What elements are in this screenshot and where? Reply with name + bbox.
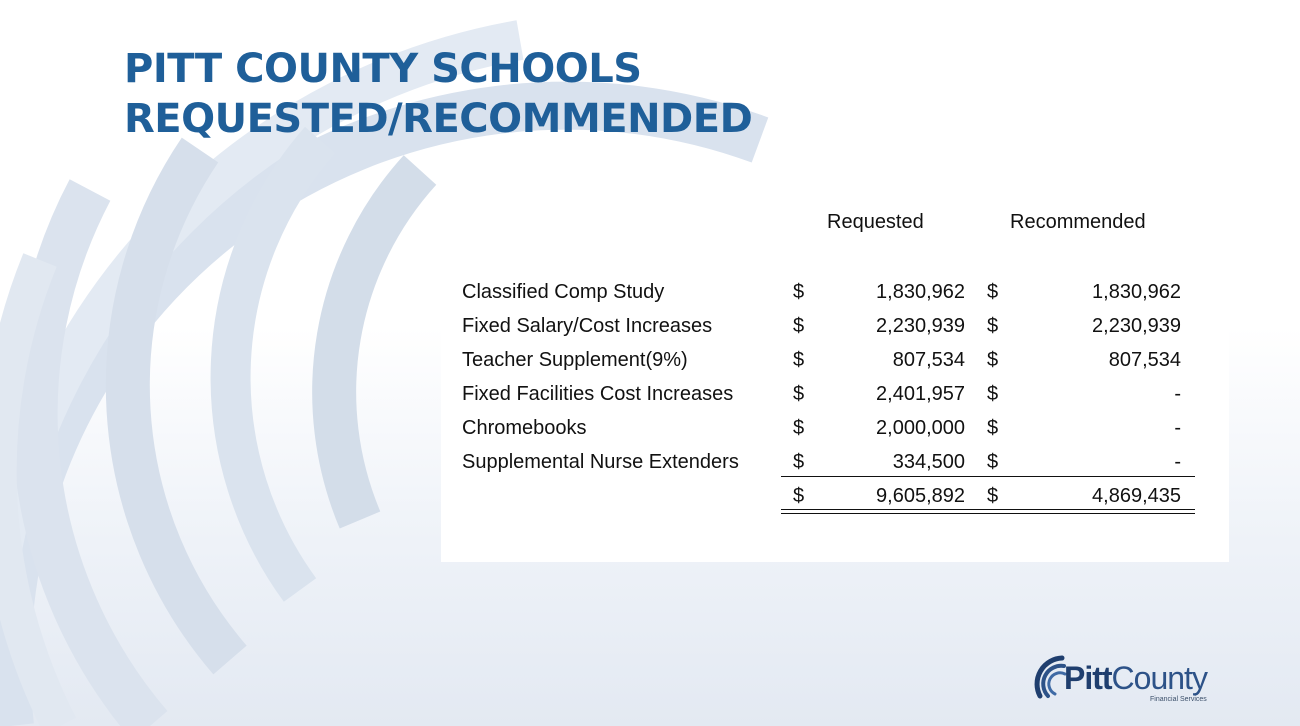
column-header-requested: Requested <box>827 211 924 233</box>
requested-value: 2,230,939 <box>876 315 965 337</box>
requested-value: 2,401,957 <box>876 383 965 405</box>
recommended-value: 1,830,962 <box>1092 281 1181 303</box>
currency-symbol: $ <box>987 349 999 371</box>
row-label: Classified Comp Study <box>462 281 665 303</box>
currency-symbol: $ <box>793 485 805 507</box>
currency-symbol: $ <box>793 315 805 337</box>
recommended-value: - <box>1174 451 1181 473</box>
logo-name-bold: Pitt <box>1064 660 1112 696</box>
requested-value: 807,534 <box>892 349 965 371</box>
currency-symbol: $ <box>793 383 805 405</box>
total-row <box>441 479 1229 513</box>
recommended-value: 807,534 <box>1108 349 1181 371</box>
table-row <box>441 377 1229 411</box>
row-label: Supplemental Nurse Extenders <box>462 451 739 473</box>
budget-table <box>441 195 1229 562</box>
title-line-2: REQUESTED/RECOMMENDED <box>124 96 753 142</box>
logo-wordmark <box>1064 660 1207 697</box>
title-line-1: PITT COUNTY SCHOOLS <box>124 46 642 92</box>
table-row <box>441 309 1229 343</box>
table-row <box>441 411 1229 445</box>
pitt-county-logo <box>1032 652 1232 708</box>
currency-symbol: $ <box>793 281 805 303</box>
currency-symbol: $ <box>793 451 805 473</box>
page-title <box>124 44 752 144</box>
recommended-value: - <box>1174 417 1181 439</box>
total-recommended-value: 4,869,435 <box>1092 485 1181 507</box>
row-label: Fixed Salary/Cost Increases <box>462 315 713 337</box>
total-top-rule <box>781 476 1195 477</box>
row-label: Teacher Supplement(9%) <box>462 349 688 371</box>
recommended-value: 2,230,939 <box>1092 315 1181 337</box>
currency-symbol: $ <box>987 281 999 303</box>
currency-symbol: $ <box>987 417 999 439</box>
currency-symbol: $ <box>793 349 805 371</box>
logo-subtitle: Financial Services <box>1150 696 1207 703</box>
table-row <box>441 343 1229 377</box>
total-requested-value: 9,605,892 <box>876 485 965 507</box>
currency-symbol: $ <box>793 417 805 439</box>
total-double-rule-bottom <box>781 513 1195 514</box>
requested-value: 334,500 <box>892 451 965 473</box>
currency-symbol: $ <box>987 315 999 337</box>
currency-symbol: $ <box>987 383 999 405</box>
requested-value: 2,000,000 <box>876 417 965 439</box>
requested-value: 1,830,962 <box>876 281 965 303</box>
row-label: Chromebooks <box>462 417 587 439</box>
currency-symbol: $ <box>987 451 999 473</box>
currency-symbol: $ <box>987 485 999 507</box>
column-header-recommended: Recommended <box>1010 211 1146 233</box>
table-row <box>441 275 1229 309</box>
logo-name-light: County <box>1111 660 1207 696</box>
total-double-rule-top <box>781 509 1195 510</box>
row-label: Fixed Facilities Cost Increases <box>462 383 734 405</box>
recommended-value: - <box>1174 383 1181 405</box>
table-row <box>441 445 1229 479</box>
